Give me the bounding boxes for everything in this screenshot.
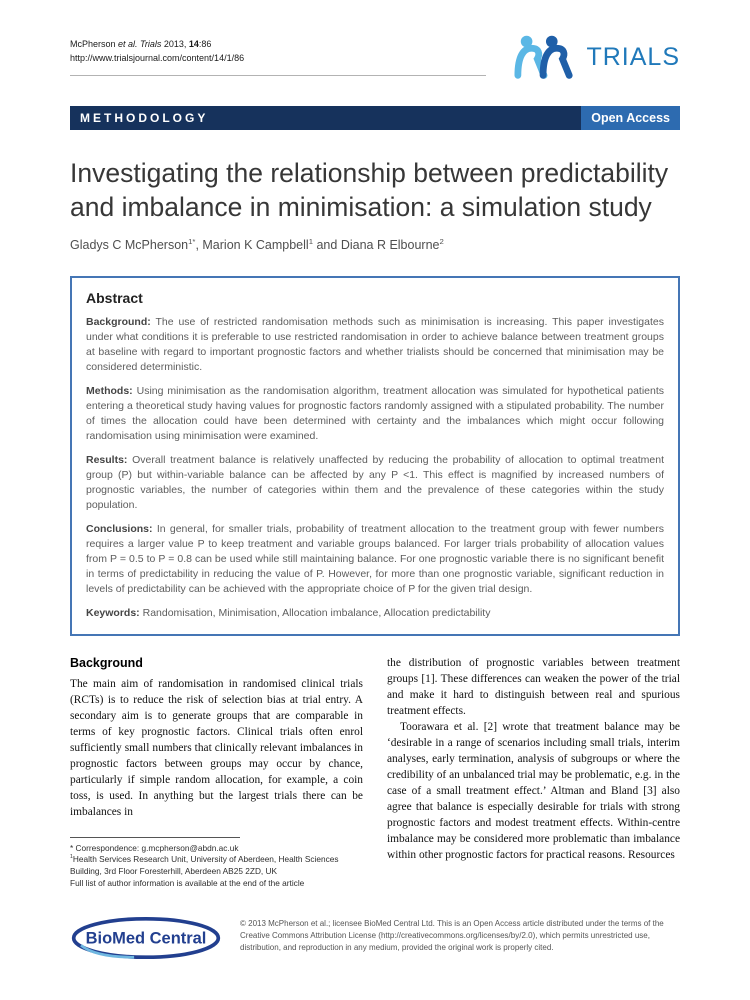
affiliation-text: Health Services Research Unit, University of Aberdeen, Health Sciences Building, 3rd Floor Foresterhill, Aberdeen AB25 2ZD, UK <box>70 854 339 876</box>
abstract-keywords-text: Randomisation, Minimisation, Allocation imbalance, Allocation predictability <box>142 607 491 620</box>
body-paragraph: the distribution of prognostic variables between treatment groups [1]. These differences can weaken the power of the trial and make it hard to distinguish between real and spurious treatment effects. <box>387 657 680 717</box>
author-affiliation-mark: 2 <box>439 236 444 246</box>
abstract-results-text: Overall treatment balance is relatively unaffected by reducing the probability of allocation to optimal treatment group (P) but within-variable balance can be affected by any P <1. This effect is magnified by increased numbers of prognostic variables, the number of categories within them and the prevalence of these categories within the study population. <box>86 454 665 512</box>
citation-author: McPherson <box>70 39 119 49</box>
correspondence-email-link[interactable]: g.mcpherson@abdn.ac.uk <box>141 842 239 853</box>
author-affiliation-mark: 1 <box>308 236 313 246</box>
affiliation-note <box>70 854 363 877</box>
abstract-results-label: Results: <box>86 454 128 467</box>
citation-journal-italic: et al. Trials <box>118 39 162 49</box>
header <box>70 34 680 80</box>
author-separator: and <box>313 238 341 253</box>
author-name: Diana R Elbourne <box>340 238 440 253</box>
open-access-badge: Open Access <box>581 106 680 130</box>
correspondence-note <box>70 843 363 855</box>
body-left-column <box>70 656 363 889</box>
abstract-background-label: Background: <box>86 316 151 329</box>
abstract-box <box>70 276 680 636</box>
biomed-central-logo-text: BioMed Central <box>85 929 207 948</box>
journal-name: TRIALS <box>586 42 680 71</box>
full-list-note: Full list of author information is available at the end of the article <box>70 877 305 888</box>
abstract-keywords-paragraph <box>86 606 664 621</box>
body-right-column <box>387 656 680 889</box>
citation-block <box>70 34 486 76</box>
author-name: Marion K Campbell <box>202 238 309 253</box>
abstract-methods-paragraph <box>86 384 664 444</box>
authors-line <box>70 237 680 252</box>
abstract-methods-label: Methods: <box>86 385 133 398</box>
section-heading-background: Background <box>70 656 143 671</box>
journal-logo <box>514 34 680 80</box>
body-paragraph: The main aim of randomisation in randomised clinical trials (RCTs) is to reduce the risk of selection bias at trial entry. A secondary aim is to generate groups that are comparable in terms of key prognostic factors. Clinical trials often enrol sufficiently small numbers that clinically relevant imbalances in prognostic factors between groups may occur by chance, particularly if simple random allocation, for example, a coin toss, is used. In anything but the largest trials there can be imbalances in <box>70 678 363 818</box>
footnote-divider <box>70 837 240 838</box>
abstract-conclusions-label: Conclusions: <box>86 523 153 536</box>
abstract-methods-text: Using minimisation as the randomisation algorithm, treatment allocation was simulated for hypothetical patients entering a theoretical study having values for prognostic factors randomly assigned with a stipulated probability. The number of times the allocation could have been determined with certainty and the imbalances which might occur following randomisation using minimisation were examined. <box>86 385 665 443</box>
article-url-link[interactable]: http://www.trialsjournal.com/content/14/1/86 <box>70 52 245 63</box>
citation-line <box>70 38 486 52</box>
citation-page: :86 <box>198 39 212 49</box>
biomed-central-logo-icon <box>70 915 222 961</box>
affiliation-mark: 1 <box>70 854 73 861</box>
author-name: Gladys C McPherson <box>70 238 189 253</box>
abstract-conclusions-text: In general, for smaller trials, probability of treatment allocation to the treatment group with fewer numbers requires a larger value P to keep treatment and variable groups balanced. For larger trials probability of allocation values from P = 0.5 to P = 0.8 can be used while still maintaining balance. For one prognostic variable there is no significant benefit in terms of predictability in reducing the value of P. However, for more than one prognostic variable, significant reduction in levels of predictability can be achieved with the appropriate choice of P for the given trial design. <box>86 523 665 596</box>
abstract-results-paragraph <box>86 453 664 513</box>
page-footer <box>70 915 680 966</box>
section-type-label: METHODOLOGY <box>80 111 209 125</box>
abstract-conclusions-paragraph <box>86 522 664 597</box>
section-banner <box>70 106 680 130</box>
abstract-background-text: The use of restricted randomisation methods such as minimisation is increasing. This paper investigates under what conditions it is preferable to use restricted randomisation in order to achieve balance between treatment groups at baseline with regard to important prognostic factors and whether trialists should be concerned that minimisation may be considered deterministic. <box>86 316 664 374</box>
citation-year: 2013, <box>161 39 189 49</box>
footnotes-block <box>70 837 363 889</box>
author-separator: , <box>195 238 203 253</box>
citation-volume: 14 <box>188 39 199 49</box>
body-columns <box>70 656 680 889</box>
body-paragraph: Toorawara et al. [2] wrote that treatment balance may be ‘desirable in a range of scenarios including small trials, interim analyses, early termination, analysis of subgroups or where the credibility of an unbalanced trial may be problematic, e.g. in the case of a small treatment effect.’ Altman and Bland [3] also agree that balance is especially desirable for trials with strong prognostic factors and modest treatment effects. Within-centre imbalance may be considered more problematic than imbalance within other prognostic factors for practical reasons. Resources <box>387 720 680 861</box>
abstract-heading: Abstract <box>86 290 143 307</box>
article-url-line <box>70 52 486 66</box>
abstract-background-paragraph <box>86 315 664 375</box>
author-affiliation-mark: 1* <box>188 236 196 246</box>
article-title: Investigating the relationship between predictability and imbalance in minimisation: a simulation study <box>70 158 669 223</box>
copyright-text: © 2013 McPherson et al.; licensee BioMed Central Ltd. This is an Open Access article distributed under the terms of the Creative Commons Attribution License (http://creativecommons.org/licenses/by/2.0), which permits unrestricted use, distribution, and reproduction in any medium, provided the original work is properly cited. <box>240 919 664 953</box>
biomed-central-logo <box>70 915 222 966</box>
abstract-keywords-label: Keywords: <box>86 607 140 620</box>
correspondence-label: * Correspondence: <box>70 842 142 853</box>
trials-logo-icon <box>514 34 576 80</box>
